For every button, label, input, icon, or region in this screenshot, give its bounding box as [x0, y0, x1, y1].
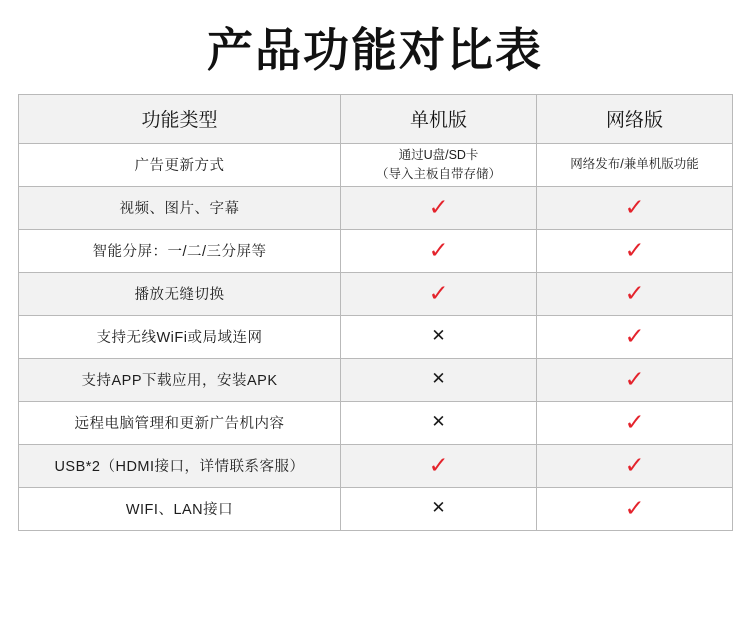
table-row	[19, 272, 733, 315]
table-row	[19, 229, 733, 272]
cross-icon: ✕	[431, 412, 446, 432]
table-row	[19, 487, 733, 530]
standalone-value	[341, 487, 537, 530]
table-row	[19, 186, 733, 229]
feature-label: 视频、图片、字幕	[19, 186, 341, 229]
cross-icon: ✕	[431, 498, 446, 518]
check-icon: ✓	[624, 410, 645, 436]
check-icon: ✓	[624, 496, 645, 522]
check-icon: ✓	[428, 281, 449, 307]
page-title: 产品功能对比表	[207, 24, 543, 76]
standalone-value-line1: 通过U盘/SD卡	[398, 148, 479, 163]
column-header-standalone: 单机版	[341, 94, 537, 143]
check-icon: ✓	[624, 453, 645, 479]
standalone-value	[341, 358, 537, 401]
cross-icon: ✕	[431, 369, 446, 389]
standalone-value	[341, 229, 537, 272]
table-row	[19, 143, 733, 186]
column-header-feature-type: 功能类型	[19, 94, 341, 143]
table-body	[19, 143, 733, 530]
feature-label: 智能分屏：一/二/三分屏等	[19, 229, 341, 272]
table-row	[19, 358, 733, 401]
feature-label: 广告更新方式	[19, 143, 341, 186]
header-row	[19, 94, 733, 143]
network-value	[537, 401, 733, 444]
feature-label: 远程电脑管理和更新广告机内容	[19, 401, 341, 444]
cross-icon: ✕	[431, 326, 446, 346]
network-value	[537, 143, 733, 186]
check-icon: ✓	[624, 238, 645, 264]
check-icon: ✓	[624, 324, 645, 350]
standalone-value	[341, 401, 537, 444]
standalone-value	[341, 272, 537, 315]
feature-label: USB*2（HDMI接口，详情联系客服）	[19, 444, 341, 487]
check-icon: ✓	[428, 453, 449, 479]
feature-label: WIFI、LAN接口	[19, 487, 341, 530]
network-value	[537, 444, 733, 487]
check-icon: ✓	[624, 367, 645, 393]
feature-label: 支持APP下载应用，安装APK	[19, 358, 341, 401]
check-icon: ✓	[428, 238, 449, 264]
table-row	[19, 401, 733, 444]
standalone-value	[341, 143, 537, 186]
standalone-value	[341, 186, 537, 229]
table-header	[19, 94, 733, 143]
feature-label: 播放无缝切换	[19, 272, 341, 315]
standalone-value	[341, 444, 537, 487]
table-row	[19, 315, 733, 358]
feature-label: 支持无线WiFi或局域连网	[19, 315, 341, 358]
network-value	[537, 229, 733, 272]
check-icon: ✓	[624, 195, 645, 221]
network-value	[537, 186, 733, 229]
table-container	[0, 94, 750, 531]
check-icon: ✓	[624, 281, 645, 307]
table-row	[19, 444, 733, 487]
feature-comparison-table	[18, 94, 733, 531]
standalone-value	[341, 315, 537, 358]
network-value-line1: 网络发布/兼单机版功能	[570, 157, 699, 172]
network-value	[537, 272, 733, 315]
column-header-network: 网络版	[537, 94, 733, 143]
standalone-value-line2: （导入主板自带存储）	[375, 166, 501, 181]
check-icon: ✓	[428, 195, 449, 221]
network-value	[537, 487, 733, 530]
network-value	[537, 315, 733, 358]
network-value	[537, 358, 733, 401]
